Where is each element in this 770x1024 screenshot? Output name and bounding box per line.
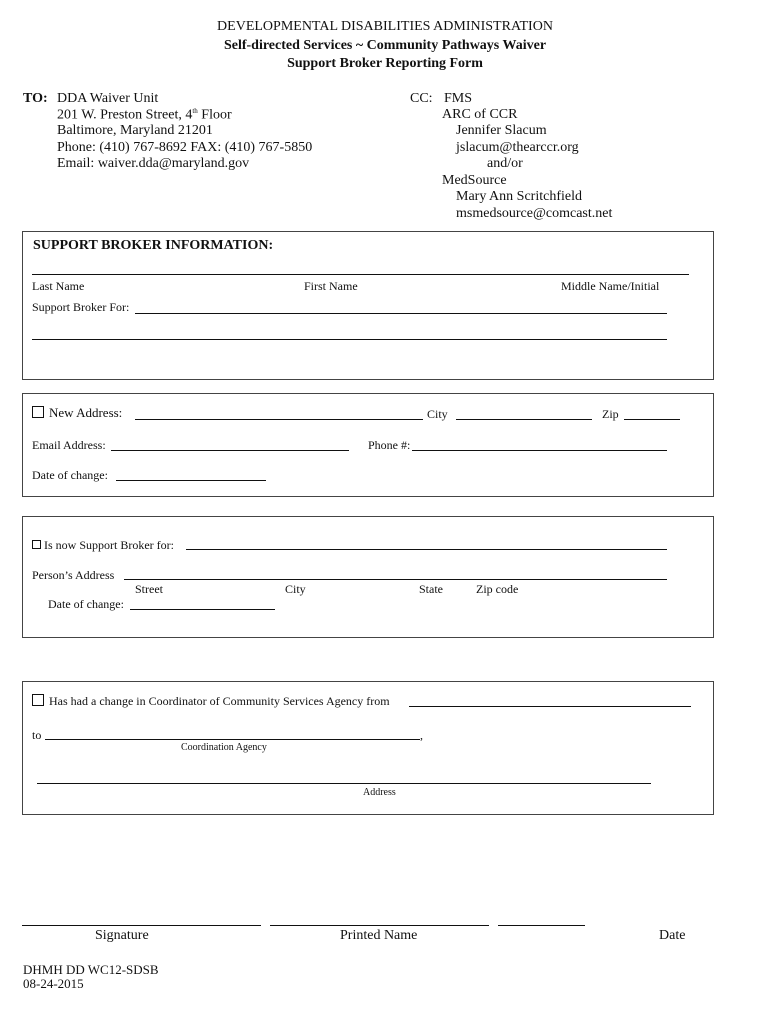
cc-arc-email: jslacum@thearccr.org — [456, 140, 579, 155]
to-line-1: DDA Waiver Unit — [57, 91, 159, 106]
email-field[interactable] — [111, 450, 349, 451]
zip-label: Zip — [602, 407, 619, 421]
new-address-label: New Address: — [49, 405, 123, 420]
date-of-change-field-2[interactable] — [130, 609, 275, 610]
new-address-field[interactable] — [135, 419, 423, 420]
phone-label: Phone #: — [368, 438, 411, 452]
zip-code-label: Zip code — [476, 582, 519, 596]
city-label-2: City — [285, 582, 306, 596]
now-broker-row — [32, 538, 174, 553]
date-label: Date — [659, 928, 686, 943]
signature-label: Signature — [95, 928, 149, 943]
cc-arc: ARC of CCR — [442, 107, 518, 122]
new-address-row — [32, 405, 122, 421]
now-broker-section — [22, 516, 714, 638]
support-broker-for-label: Support Broker For: — [32, 300, 130, 314]
program-name: Self-directed Services ~ Community Pathways Waiver — [223, 38, 547, 53]
cc-label: CC: — [410, 91, 433, 106]
form-code: DHMH DD WC12-SDSB — [23, 962, 159, 977]
last-name-label: Last Name — [32, 279, 85, 293]
form-title: Support Broker Reporting Form — [287, 56, 483, 71]
new-address-checkbox[interactable] — [32, 406, 44, 418]
date-of-change-label-2: Date of change: — [48, 597, 124, 611]
phone-field[interactable] — [412, 450, 667, 451]
to-line-2: 201 W. Preston Street, 4th Floor — [57, 107, 232, 123]
coordination-agency-label: Coordination Agency — [181, 742, 267, 753]
date-field[interactable] — [498, 925, 585, 926]
cc-med-email: msmedsource@comcast.net — [456, 206, 613, 221]
support-broker-for-field-2[interactable] — [32, 339, 667, 340]
address-label: Address — [363, 787, 396, 798]
city-field[interactable] — [456, 419, 592, 420]
coordinator-from-field[interactable] — [409, 706, 691, 707]
printed-name-label: Printed Name — [340, 928, 418, 943]
date-of-change-field-1[interactable] — [116, 480, 266, 481]
state-label: State — [419, 582, 443, 596]
comma: , — [420, 728, 423, 742]
cc-medsource: MedSource — [442, 173, 507, 188]
to-line-5: Email: waiver.dda@maryland.gov — [57, 156, 250, 171]
persons-address-field[interactable] — [124, 579, 667, 580]
printed-name-field[interactable] — [270, 925, 489, 926]
coordinator-to-field[interactable] — [45, 739, 420, 740]
date-of-change-label-1: Date of change: — [32, 468, 108, 482]
city-label: City — [427, 407, 448, 421]
first-name-label: First Name — [304, 279, 358, 293]
coordinator-change-row — [32, 694, 390, 709]
to-label-agency: to — [32, 728, 42, 742]
cc-andor: and/or — [487, 156, 523, 171]
email-label: Email Address: — [32, 438, 106, 452]
middle-name-label: Middle Name/Initial — [561, 279, 660, 293]
section1-title: SUPPORT BROKER INFORMATION: — [33, 238, 274, 253]
support-broker-for-field[interactable] — [135, 313, 667, 314]
now-broker-checkbox[interactable] — [32, 540, 41, 549]
to-label: TO: — [23, 91, 48, 106]
name-field-line[interactable] — [32, 274, 689, 275]
cc-med-contact: Mary Ann Scritchfield — [456, 189, 582, 204]
coordinator-change-checkbox[interactable] — [32, 694, 44, 706]
now-broker-field[interactable] — [186, 549, 667, 550]
now-broker-label: Is now Support Broker for: — [44, 538, 174, 552]
street-label: Street — [135, 582, 163, 596]
signature-field[interactable] — [22, 925, 261, 926]
cc-arc-contact: Jennifer Slacum — [456, 123, 547, 138]
agency-address-field[interactable] — [37, 783, 651, 784]
cc-fms: FMS — [444, 91, 473, 106]
zip-field[interactable] — [624, 419, 680, 420]
to-line-4: Phone: (410) 767-8692 FAX: (410) 767-5850 — [57, 140, 313, 155]
persons-address-label: Person’s Address — [32, 568, 115, 582]
form-date: 08-24-2015 — [23, 976, 84, 991]
coordinator-change-label: Has had a change in Coordinator of Community Services Agency from — [49, 694, 390, 708]
to-line-3: Baltimore, Maryland 21201 — [57, 123, 213, 138]
agency-name: DEVELOPMENTAL DISABILITIES ADMINISTRATION — [217, 19, 553, 34]
